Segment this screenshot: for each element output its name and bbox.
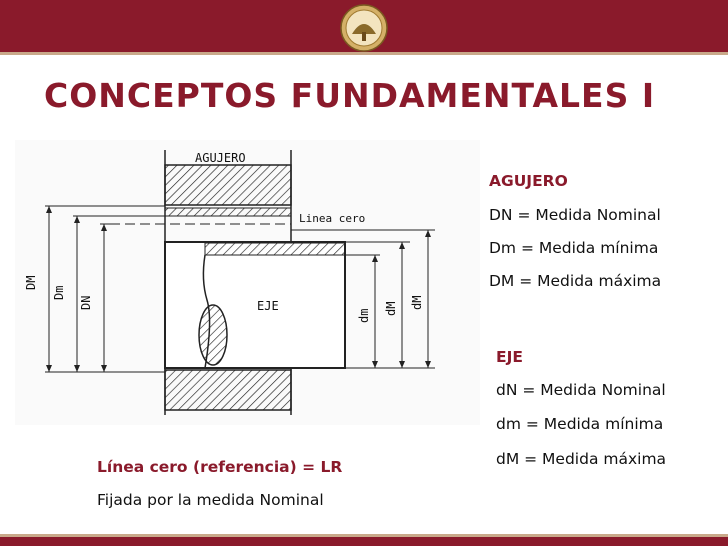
footer-bar <box>0 537 728 546</box>
linea-cero-description: Fijada por la medida Nominal <box>97 491 324 509</box>
eje-heading: EJE <box>496 348 523 366</box>
dim-label-dm: dm <box>357 308 371 323</box>
dim-label-Dm: Dm <box>52 285 66 300</box>
tolerance-band <box>165 208 291 216</box>
agujero-item: DN = Medida Nominal <box>489 206 661 224</box>
shaft-section <box>199 305 227 365</box>
agujero-item: DM = Medida máxima <box>489 272 662 290</box>
hole-wall-bottom <box>165 370 291 410</box>
header-divider <box>0 52 728 55</box>
zero-line-label: Linea cero <box>299 212 366 225</box>
university-seal-logo <box>340 4 388 52</box>
agujero-item: Dm = Medida mínima <box>489 239 659 257</box>
dim-label-dM-1: dM <box>384 301 398 316</box>
eje-item: dm = Medida mínima <box>496 415 664 433</box>
dim-label-DM: DM <box>24 275 38 290</box>
page-title: CONCEPTOS FUNDAMENTALES I <box>44 76 656 115</box>
eje-item: dM = Medida máxima <box>496 450 667 468</box>
eje-item: dN = Medida Nominal <box>496 381 666 399</box>
dim-label-DN: DN <box>79 295 93 310</box>
hole-diagram-label: AGUJERO <box>195 151 246 165</box>
tolerance-diagram <box>15 140 480 425</box>
dim-label-dM-2: dM <box>410 295 424 310</box>
shaft-top-band <box>205 243 345 255</box>
shaft-diagram-label: EJE <box>257 299 279 313</box>
linea-cero-heading: Línea cero (referencia) = LR <box>97 458 343 476</box>
agujero-heading: AGUJERO <box>489 172 568 190</box>
hole-wall-top <box>165 165 291 205</box>
shaft-body <box>165 242 345 368</box>
